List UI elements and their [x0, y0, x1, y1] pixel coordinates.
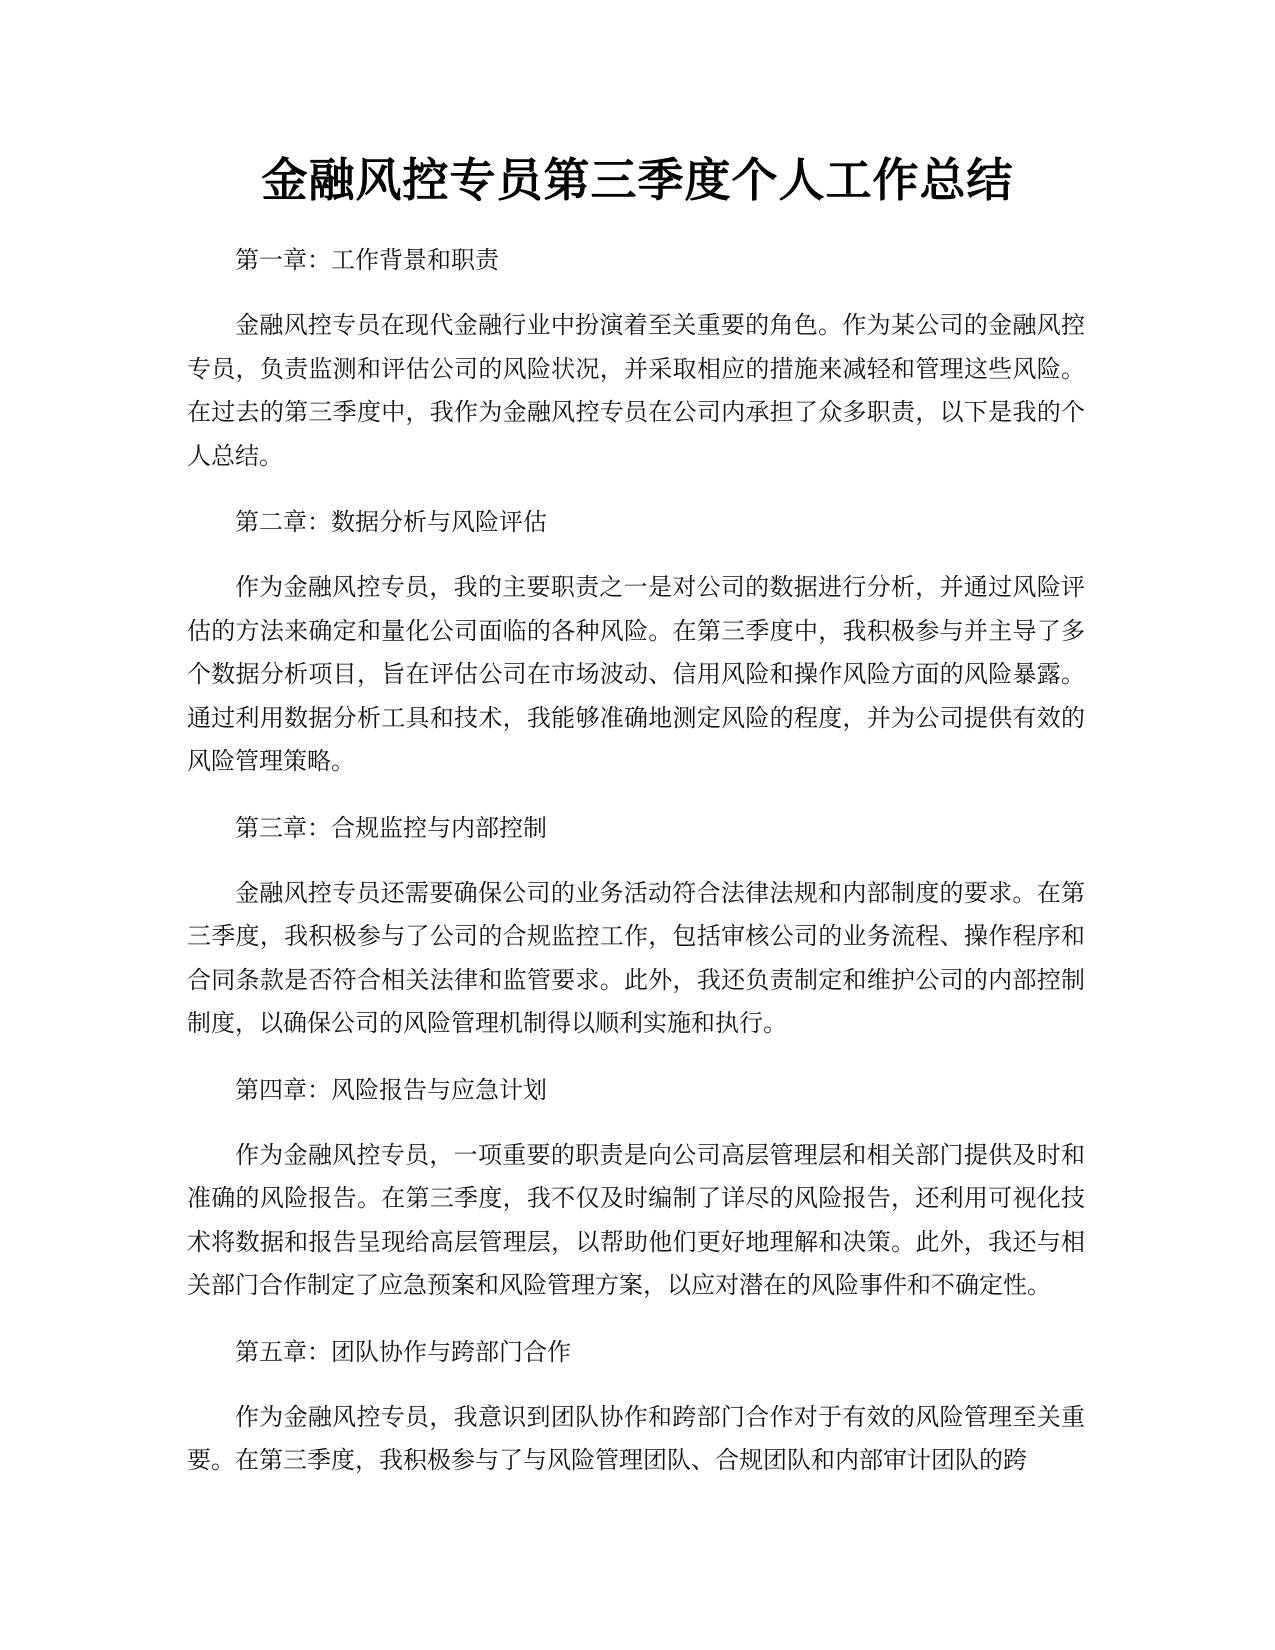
document-title: 金融风控专员第三季度个人工作总结 — [261, 153, 1014, 207]
section-paragraph: 作为金融风控专员，我意识到团队协作和跨部门合作对于有效的风险管理至关重要。在第三季度，我积极参与了与风险管理团队、合规团队和内部审计团队的跨 — [187, 1402, 1085, 1474]
section-2 — [187, 500, 1085, 784]
section-paragraph: 作为金融风控专员，我的主要职责之一是对公司的数据进行分析，并通过风险评估的方法来确定和量化公司面临的各种风险。在第三季度中，我积极参与并主导了多个数据分析项目，旨在评估公司在市场波动、信用风险和操作风险方面的风险暴露。通过利用数据分析工具和技术，我能够准确地测定风险的程度，并为公司提供有效的风险管理策略。 — [187, 573, 1085, 775]
section-3 — [187, 806, 1085, 1046]
section-heading: 第三章：合规监控与内部控制 — [235, 813, 547, 842]
section-heading: 第四章：风险报告与应急计划 — [235, 1075, 547, 1104]
section-heading: 第二章：数据分析与风险评估 — [235, 508, 547, 536]
document-content — [187, 238, 1085, 1505]
section-paragraph: 作为金融风控专员，一项重要的职责是向公司高层管理层和相关部门提供及时和准确的风险报告。在第三季度，我不仅及时编制了详尽的风险报告，还利用可视化技术将数据和报告呈现给高层管理层，以帮助他们更好地理解和决策。此外，我还与相关部门合作制定了应急预案和风险管理方案，以应对潜在的风险事件和不确定性。 — [187, 1140, 1085, 1299]
section-1 — [187, 238, 1085, 478]
section-heading: 第五章：团队协作与跨部门合作 — [235, 1337, 571, 1366]
section-4 — [187, 1068, 1085, 1308]
section-paragraph: 金融风控专员还需要确保公司的业务活动符合法律法规和内部制度的要求。在第三季度，我积极参与了公司的合规监控工作，包括审核公司的业务流程、操作程序和合同条款是否符合相关法律和监管要求。此外，我还负责制定和维护公司的内部控制制度，以确保公司的风险管理机制得以顺利实施和执行。 — [187, 878, 1085, 1037]
section-5 — [187, 1330, 1085, 1483]
section-heading: 第一章：工作背景和职责 — [235, 246, 499, 274]
section-paragraph: 金融风控专员在现代金融行业中扮演着至关重要的角色。作为某公司的金融风控专员，负责监测和评估公司的风险状况，并采取相应的措施来减轻和管理这些风险。在过去的第三季度中，我作为金融风控专员在公司内承担了众多职责，以下是我的个人总结。 — [187, 311, 1085, 470]
